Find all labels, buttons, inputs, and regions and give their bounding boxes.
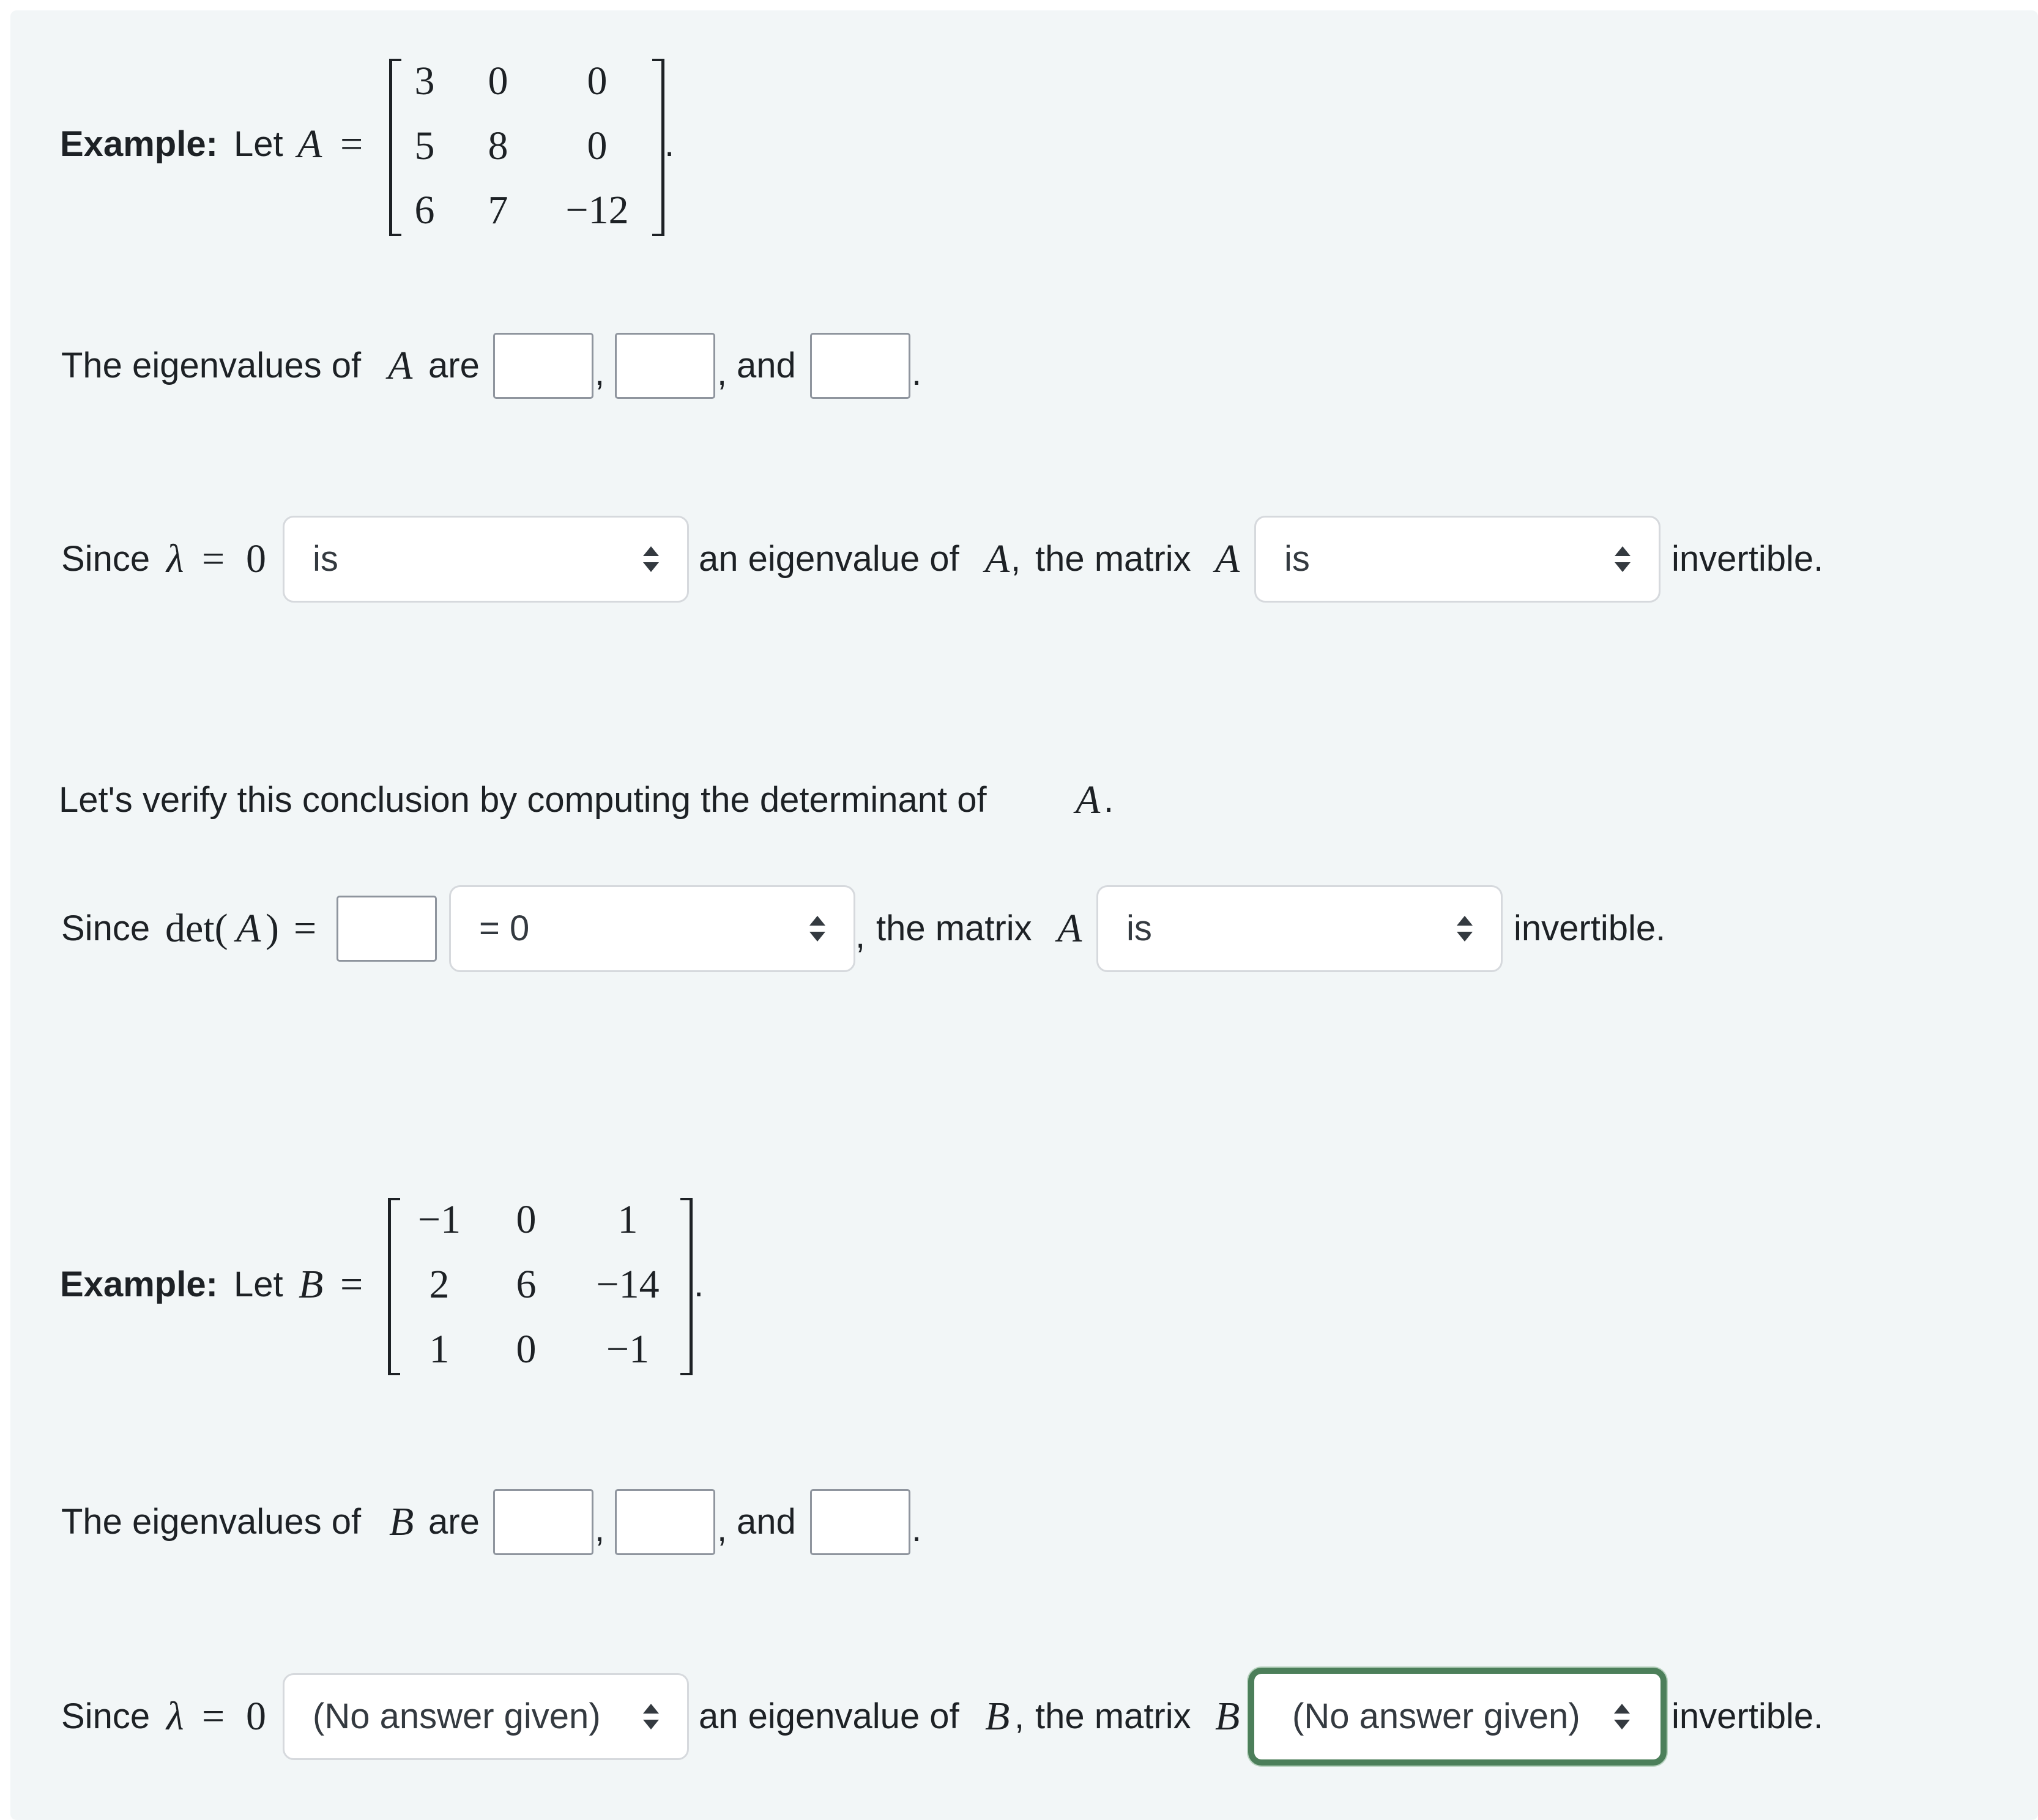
matrix-b-cell: 1 xyxy=(617,1197,638,1242)
example-b-let: Let xyxy=(234,1265,283,1304)
eigen-b-answer-3[interactable] xyxy=(810,1489,910,1555)
det-end: invertible. xyxy=(1514,908,1666,948)
matrix-b-cell: −14 xyxy=(596,1262,660,1307)
matrix-a-cell: 6 xyxy=(414,188,435,232)
eigen-a-and: and xyxy=(737,346,796,385)
eigen-a-are: are xyxy=(428,346,480,385)
det-comma: , xyxy=(855,916,866,956)
eigen-a-prefix: The eigenvalues of xyxy=(61,346,362,385)
eigen-a-var: A xyxy=(388,343,413,388)
since-a-var: A xyxy=(985,537,1010,581)
example-b-var: B xyxy=(299,1262,324,1307)
verify-var: A xyxy=(1076,778,1101,822)
eigen-a-comma-2: , xyxy=(717,353,727,393)
updown-arrows-icon xyxy=(808,913,827,944)
matrix-a-left-bracket xyxy=(389,59,401,236)
eigen-b-and: and xyxy=(737,1502,796,1542)
det-since: Since xyxy=(61,908,151,948)
example-a-label: Example: xyxy=(60,124,218,164)
updown-arrows-icon xyxy=(1456,913,1474,944)
matrix-b-cell: 2 xyxy=(429,1262,450,1307)
since-b-eq: = xyxy=(202,1694,225,1739)
example-a-var: A xyxy=(297,122,322,166)
verify-period: . xyxy=(1104,780,1114,820)
since-b-end: invertible. xyxy=(1672,1696,1824,1736)
eigen-a-period: . xyxy=(912,353,922,393)
since-b-middle: an eigenvalue of xyxy=(699,1696,959,1736)
matrix-b-cell: 0 xyxy=(516,1327,537,1372)
since-a-select-eigenvalue-value: is xyxy=(313,539,338,579)
eigen-a-answer-2[interactable] xyxy=(615,333,715,399)
eigen-b-answer-2[interactable] xyxy=(615,1489,715,1555)
matrix-b-cell: −1 xyxy=(606,1327,650,1372)
example-a-let: Let xyxy=(234,124,283,164)
eigen-b-prefix: The eigenvalues of xyxy=(61,1502,362,1542)
eigen-a-answer-3[interactable] xyxy=(810,333,910,399)
since-a-since: Since xyxy=(61,539,151,579)
since-b-since: Since xyxy=(61,1696,151,1736)
since-a-select-eigenvalue[interactable] xyxy=(283,516,689,603)
matrix-b-cell: 0 xyxy=(516,1197,537,1242)
det-select-comparison[interactable] xyxy=(449,885,855,972)
matrix-a-right-bracket xyxy=(652,59,664,236)
det-var: A xyxy=(236,906,261,951)
since-a-middle: an eigenvalue of xyxy=(699,539,959,579)
since-b-comma: , xyxy=(1014,1696,1025,1736)
updown-arrows-icon xyxy=(1613,1701,1631,1732)
example-b-period: . xyxy=(694,1265,704,1304)
det-the-matrix: the matrix xyxy=(876,908,1032,948)
example-a-period: . xyxy=(664,124,675,164)
matrix-a-cell: 0 xyxy=(587,59,608,103)
eigen-b-period: . xyxy=(912,1509,922,1549)
eigen-b-var: B xyxy=(389,1499,414,1544)
since-a-comma: , xyxy=(1011,539,1021,579)
matrix-a-cell: 0 xyxy=(488,59,508,103)
since-b-zero: 0 xyxy=(246,1694,266,1739)
since-b-select-eigenvalue[interactable] xyxy=(283,1673,689,1760)
since-b-select-invertible-value: (No answer given) xyxy=(1292,1696,1580,1736)
since-b-lambda: λ xyxy=(166,1694,184,1739)
matrix-a-cell: 5 xyxy=(414,124,435,168)
updown-arrows-icon xyxy=(642,544,660,574)
since-b-var2: B xyxy=(1215,1694,1240,1739)
matrix-a-cell: 8 xyxy=(488,124,508,168)
det-answer[interactable] xyxy=(337,896,437,962)
since-a-end: invertible. xyxy=(1672,539,1824,579)
since-a-select-invertible[interactable] xyxy=(1254,516,1661,603)
since-a-eq: = xyxy=(202,537,225,581)
matrix-a xyxy=(389,59,664,236)
det-eq: = xyxy=(294,906,317,951)
eigen-a-answer-1[interactable] xyxy=(493,333,593,399)
det-close: ) xyxy=(266,906,279,951)
since-b-select-invertible[interactable] xyxy=(1248,1668,1667,1766)
det-select-comparison-value: = 0 xyxy=(479,908,530,948)
matrix-a-cell: 7 xyxy=(488,188,508,232)
example-b-eq: = xyxy=(340,1262,363,1307)
det-select-invertible-value: is xyxy=(1126,908,1152,948)
since-b-select-eigenvalue-value: (No answer given) xyxy=(313,1696,601,1736)
det-open: det( xyxy=(165,906,228,951)
matrix-b-right-bracket xyxy=(680,1198,693,1375)
updown-arrows-icon xyxy=(1613,544,1632,574)
since-a-lambda: λ xyxy=(166,537,184,581)
matrix-b-cell: −1 xyxy=(417,1197,461,1242)
since-a-the-matrix: the matrix xyxy=(1035,539,1191,579)
matrix-a-cell: 3 xyxy=(414,59,435,103)
since-b-the-matrix: the matrix xyxy=(1035,1696,1191,1736)
since-a-var2: A xyxy=(1215,537,1240,581)
eigen-b-comma-2: , xyxy=(717,1509,727,1549)
matrix-b-cell: 1 xyxy=(429,1327,450,1372)
matrix-b xyxy=(388,1198,693,1375)
example-a-eq: = xyxy=(340,122,363,166)
matrix-a-cell: −12 xyxy=(565,188,629,232)
eigen-b-are: are xyxy=(428,1502,480,1542)
verify-text: Let's verify this conclusion by computing the determinant of xyxy=(59,780,987,820)
eigen-a-comma-1: , xyxy=(595,353,605,393)
matrix-b-cell: 6 xyxy=(516,1262,537,1307)
since-a-select-invertible-value: is xyxy=(1284,539,1310,579)
example-b-label: Example: xyxy=(60,1265,218,1304)
since-b-var: B xyxy=(985,1694,1010,1739)
since-a-zero: 0 xyxy=(246,537,266,581)
det-select-invertible[interactable] xyxy=(1096,885,1503,972)
eigen-b-answer-1[interactable] xyxy=(493,1489,593,1555)
eigen-b-comma-1: , xyxy=(595,1509,605,1549)
det-var2: A xyxy=(1057,906,1082,951)
updown-arrows-icon xyxy=(642,1701,660,1732)
matrix-b-left-bracket xyxy=(388,1198,400,1375)
matrix-a-cell: 0 xyxy=(587,124,608,168)
